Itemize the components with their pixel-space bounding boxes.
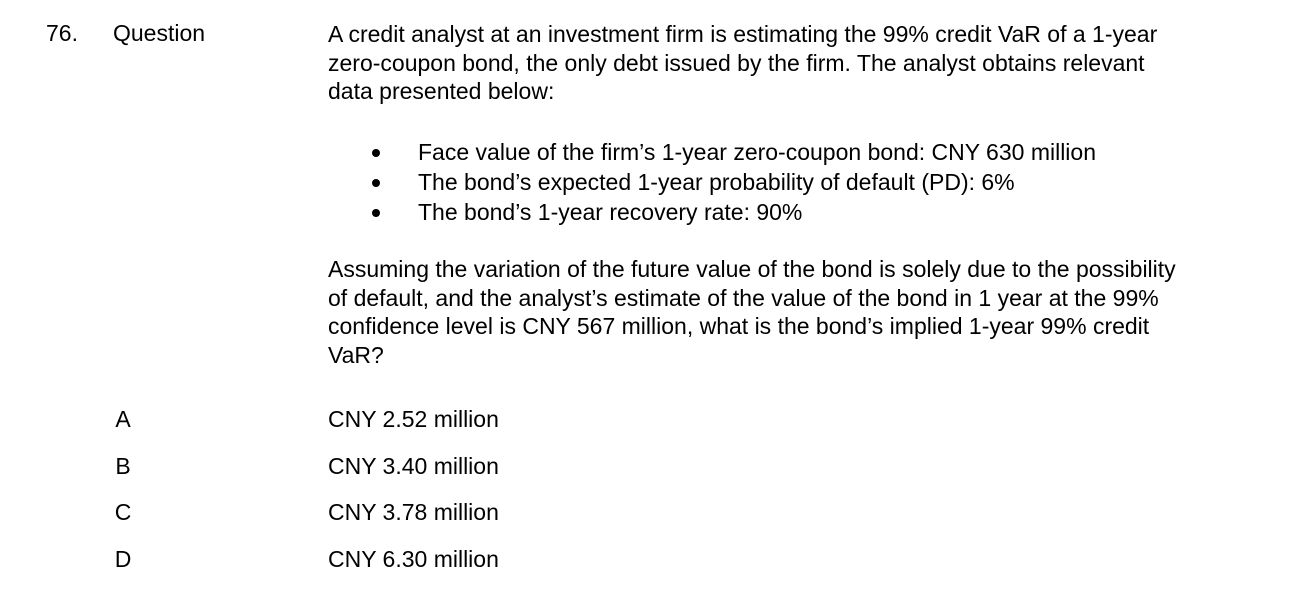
question-intro-line: zero-coupon bond, the only debt issued by the firm. The analyst obtains relevant (328, 49, 1145, 76)
question-intro-line: data presented below: (328, 78, 555, 104)
option-a-letter[interactable]: A (115, 406, 131, 432)
option-b-text[interactable]: CNY 3.40 million (328, 453, 499, 479)
question-prompt (328, 255, 1258, 369)
bullet-item-pd (328, 167, 1096, 197)
question-prompt-line: confidence level is CNY 567 million, what is the bond’s implied 1-year 99% credit (328, 313, 1150, 339)
option-b-letter[interactable]: B (115, 453, 131, 479)
question-prompt-line: of default, and the analyst’s estimate of the value of the bond in 1 year at the 99% (328, 284, 1159, 311)
question-intro-line: A credit analyst at an investment firm is estimating the 99% credit VaR of a 1-year (328, 21, 1158, 47)
option-c-letter[interactable]: C (114, 499, 132, 525)
option-d-letter[interactable]: D (114, 546, 132, 572)
option-c-text[interactable]: CNY 3.78 million (328, 499, 499, 525)
option-d-text[interactable]: CNY 6.30 million (328, 546, 499, 572)
bullet-icon (372, 149, 380, 157)
bullet-text: The bond’s 1-year recovery rate: 90% (418, 199, 803, 225)
bullet-text: Face value of the firm’s 1-year zero-coupon bond: CNY 630 million (418, 139, 1096, 165)
bullet-text: The bond’s expected 1-year probability of default (PD): 6% (418, 169, 1015, 195)
bullet-icon (372, 209, 380, 217)
bullet-item-recovery-rate (328, 197, 1096, 227)
bullet-item-face-value (328, 137, 1096, 167)
bullet-icon (372, 179, 380, 187)
question-intro (328, 20, 1258, 106)
question-label: Question (113, 20, 206, 46)
data-bullet-list (328, 137, 1096, 227)
option-a-text[interactable]: CNY 2.52 million (328, 406, 499, 432)
question-prompt-line: Assuming the variation of the future value of the bond is solely due to the possibility (328, 256, 1176, 282)
question-number: 76. (46, 20, 78, 46)
question-prompt-line: VaR? (328, 341, 384, 368)
